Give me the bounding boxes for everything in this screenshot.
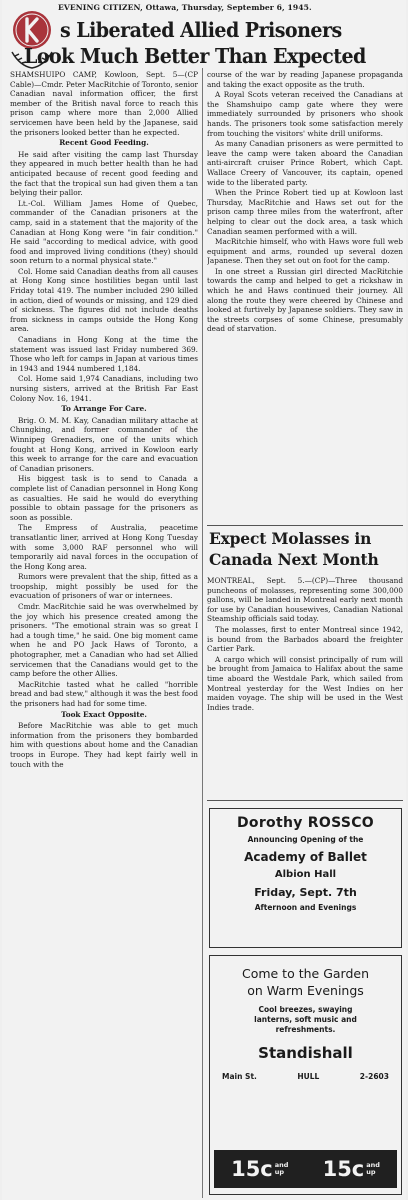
paragraph: Col. Home said 1,974 Canadians, including two nursing sisters, arrived at the British Far East Colony Nov. 16, 1941.	[10, 374, 198, 403]
ad-description-line: lanterns, soft music and	[254, 1015, 357, 1024]
ad-price-bar	[214, 1150, 397, 1188]
paragraph: Before MacRitchie was able to get much information from the prisoners they bombarded him with questions about home and the Canadian troops in Europe. They had kept fairly well in touch with the	[10, 721, 198, 769]
ad-description-line: refreshments.	[275, 1025, 336, 1034]
molasses-headline-line-1: Expect Molasses in	[209, 529, 372, 548]
paragraph: course of the war by reading Japanese propaganda and taking the exact opposite as the truth.	[207, 70, 403, 89]
paragraph: He said after visiting the camp last Thursday they appeared in much better health than he had anticipated because of recent good feeding and the fact that the tropical sun had given them a tan belying their pallor.	[10, 149, 198, 198]
column-divider	[202, 68, 203, 1198]
ballet-advertisement	[209, 808, 402, 948]
paragraph: MONTREAL, Sept. 5.—(CP)—Three thousand puncheons of molasses, representing some 300,000 gallons, will be landed in Montreal early next month for use by Canadian housewives, Canadian National Steamship officials said today.	[207, 576, 403, 624]
ad-price-up: up	[366, 1168, 376, 1176]
paragraph: His biggest task is to send to Canada a complete list of Canadian personnel in Hong Kong as casualties. He said he would do everything possible to obtain passage for the prisoners as soon as possible.	[10, 474, 198, 522]
ad-street: Main St.	[222, 1072, 257, 1081]
paragraph: As many Canadian prisoners as were permitted to leave the camp were taken aboard the Canadian anti-aircraft cruiser Prince Robert, which Capt. Wallace Creery of Vancouver, its captain, opened wide to the liberated party.	[207, 139, 403, 187]
ad-price-and: and	[366, 1161, 380, 1169]
ad-tagline-2: on Warm Evenings	[247, 983, 364, 998]
paragraph: Lt.-Col. William James Home of Quebec, commander of the Canadian prisoners at the camp, said in a statement that the majority of the Canadian at Hong Kong were "in fair condition." He said "according to medical advice, with good food and improved living conditions (they) should soon return to a normal physical state."	[10, 198, 198, 266]
paragraph: Cmdr. MacRitchie said he was overwhelmed by the joy which his presence created among the prisoners. "The emotional strain was so great I had a tough time," he said. One big moment came when he and PO Jack Haws of Toronto, a photographer, met a Canadian who had set Allied servicemen that the Canadians would get to the camp before the other Allies.	[10, 602, 198, 679]
ad-price-value: 15c	[322, 1157, 365, 1181]
ad-venue: Albion Hall	[274, 869, 337, 880]
ad-tagline-1: Come to the Garden	[241, 966, 370, 981]
paragraph: The Empress of Australia, peacetime transatlantic liner, arrived at Hong Kong Tuesday with some 3,000 RAF personnel who will temporarily aid naval forces in the occupation of the Hong Kong area.	[10, 523, 198, 571]
ad-times: Afternoon and Evenings	[254, 903, 357, 912]
paragraph: A cargo which will consist principally of rum will be brought from Jamaica to Halifax about the same time aboard the Westdale Park, which sailed from Montreal yesterday for the West Indies on her maiden voyage. The ship will be used in the West Indies trade.	[207, 654, 403, 712]
molasses-headline-line-2: Canada Next Month	[209, 550, 379, 569]
ad-announcement: Announcing Opening of the	[247, 835, 364, 844]
molasses-headline	[209, 528, 379, 570]
ad-description-line: Cool breezes, swaying	[258, 1005, 353, 1014]
subheading: Recent Good Feeding.	[59, 138, 149, 148]
paragraph: The molasses, first to enter Montreal since 1942, is bound from the Barbados aboard the freighter Cartier Park.	[207, 624, 403, 654]
masthead: EVENING CITIZEN, Ottawa, Thursday, September 6, 1945.	[58, 3, 312, 12]
paragraph: Col. Home said Canadian deaths from all causes at Hong Kong since hostilities began until last Friday total 419. The number included 290 killed in action, died of wounds or missing, and 129 died of sickness. The figures did not include deaths from sickness in camps outside the Hong Kong area.	[10, 266, 198, 334]
ad-description	[210, 1005, 401, 1035]
paragraph: Canadians in Hong Kong at the time the statement was issued last Friday numbered 369. Those who left for camps in Japan at various times in 1943 and 1944 numbered 1,184.	[10, 335, 198, 373]
article-column-2	[207, 70, 403, 524]
paragraph: A Royal Scots veteran received the Canadians at the Shamshuipo camp gate where they were immediately surrounded by prisoners who shook hands. The prisoners took some satisfaction merely from touching the visitors' white drill uniforms.	[207, 90, 403, 138]
newspaper-page	[2, 0, 406, 1200]
ad-academy: Academy of Ballet	[244, 850, 367, 864]
ad-date: Friday, Sept. 7th	[254, 886, 357, 899]
headline-line-1: s Liberated Allied Prisoners	[60, 18, 342, 42]
headline-line-2: Look Much Better Than Expected	[24, 44, 366, 68]
ad-address	[210, 1072, 401, 1081]
standishall-advertisement	[209, 955, 402, 1195]
paragraph: MacRitchie tasted what he called "horrible bread and bad stew," although it was the best food the prisoners had had for some time.	[10, 679, 198, 708]
article-divider	[207, 525, 403, 526]
ad-price-and: and	[274, 1161, 289, 1169]
ad-price-up: up	[274, 1168, 285, 1176]
paragraph: Rumors were prevalent that the ship, fitted as a troopship, might possibly be used for the evacuation of prisoners of war or internees.	[10, 572, 198, 601]
subheading: To Arrange For Care.	[61, 404, 147, 414]
subheading: Took Exact Opposite.	[61, 709, 147, 719]
ad-divider	[207, 800, 403, 801]
ad-price-left	[231, 1157, 288, 1181]
paragraph: Brig. O. M. M. Kay, Canadian military attache at Chungking, and former commander of the Winnipeg Grenadiers, one of the units which fought at Hong Kong, arrived in Kowloon early this week to arrange for the care and evacuation of Canadian prisoners.	[10, 415, 198, 473]
ad-brand: Standishall	[258, 1044, 353, 1062]
ad-name: Dorothy ROSSCO	[236, 815, 374, 831]
molasses-article	[207, 576, 403, 764]
paragraph: When the Prince Robert tied up at Kowloon last Thursday, MacRitchie and Haws set out for the prison camp three miles from the waterfront, after helping to clear out the dock area, a task which Canadian seamen performed with a will.	[207, 188, 403, 236]
ad-price-value: 15c	[231, 1157, 273, 1181]
paragraph: In one street a Russian girl directed MacRitchie towards the camp and helped to get a rickshaw in which he and Haws continued their journey. All along the route they were cheered by Chinese and looked at furtively by Japanese soldiers. They saw in the streets corpses of some Chinese, presumably dead of starvation.	[207, 266, 403, 334]
ad-phone: 2-2603	[359, 1072, 389, 1081]
paragraph: SHAMSHUIPO CAMP, Kowloon, Sept. 5—(CP Cable)—Cmdr. Peter MacRitchie of Toronto, senior Canadian naval information officer, the first member of the British naval force to reach this prison camp where more than 2,000 Allied servicemen have been held by the Japanese, said the prisoners looked better than he expected.	[10, 70, 198, 137]
ad-town: HULL	[297, 1072, 320, 1081]
article-column-1	[10, 70, 198, 1200]
paragraph: MacRitchie himself, who with Haws wore full web equipment and arms, rounded up several dozen Japanese. Then they set out on foot for the camp.	[207, 237, 403, 266]
ad-price-right	[323, 1157, 380, 1181]
